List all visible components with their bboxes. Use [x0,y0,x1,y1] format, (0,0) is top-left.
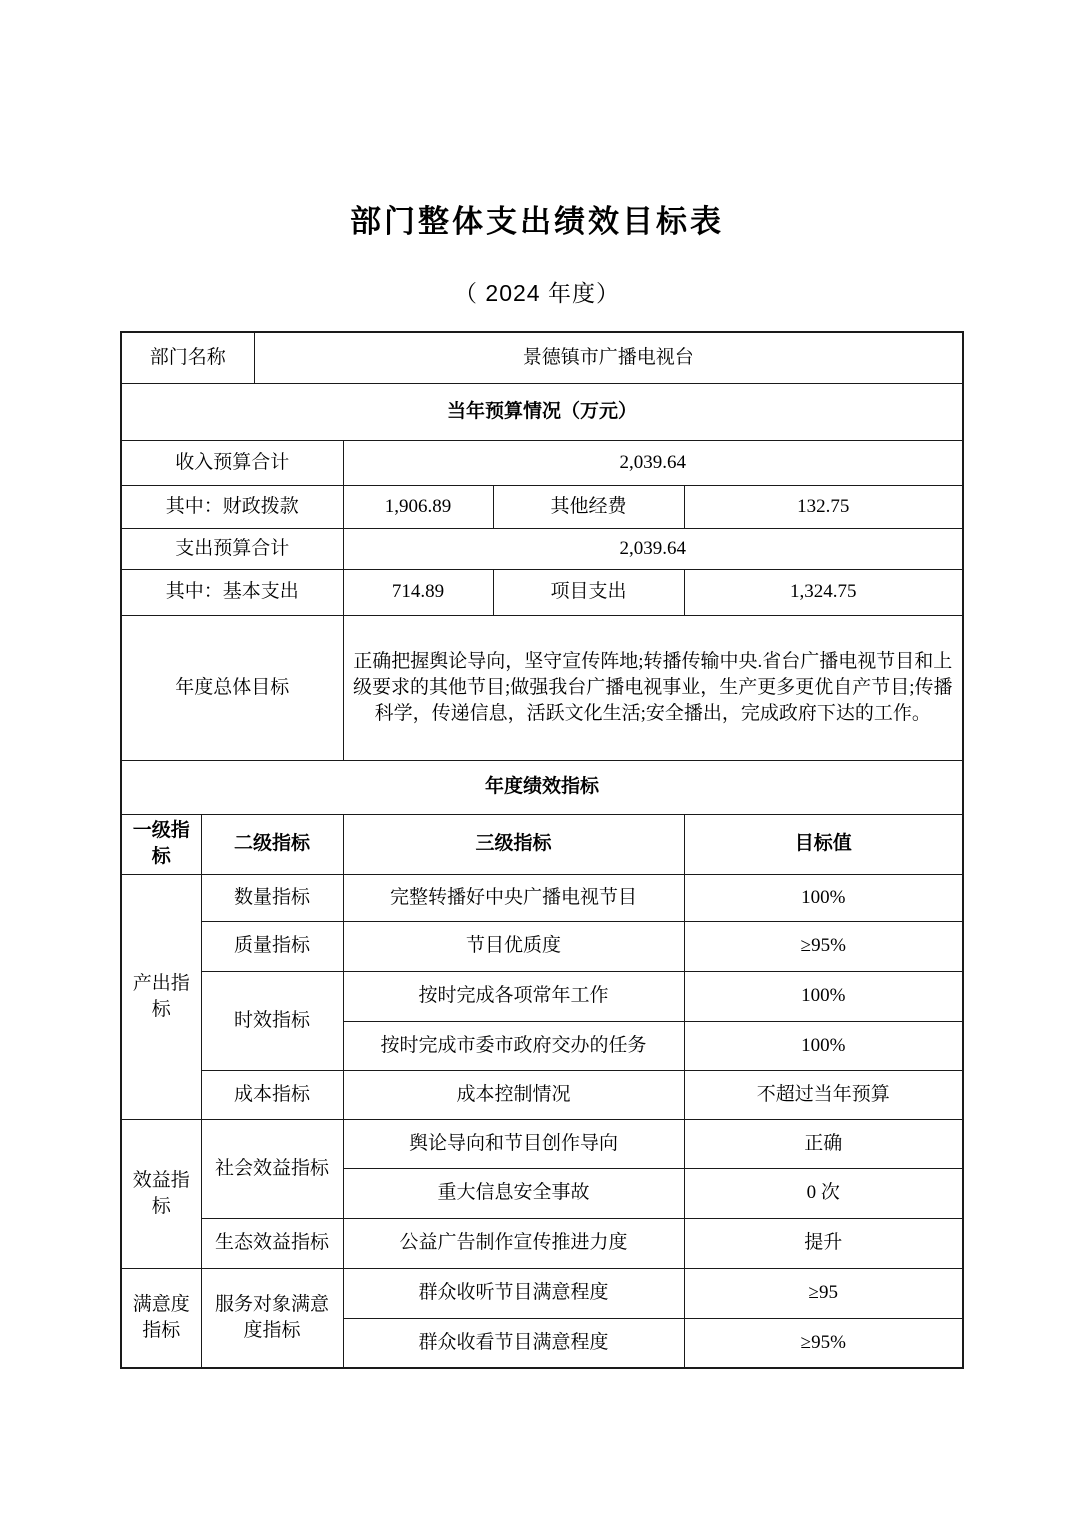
table-row [121,615,963,760]
table-row [121,971,963,1021]
indicator-level3-cell: 公益广告制作宣传推进力度 [343,1218,684,1268]
expense-total-label: 支出预算合计 [121,528,343,569]
table-row [121,921,963,971]
indicator-target-cell: 0 次 [684,1168,963,1218]
indicator-level2-cell: 社会效益指标 [201,1119,343,1218]
table-row [121,332,963,383]
basic-expense-value: 714.89 [343,569,493,615]
indicator-level3-cell: 重大信息安全事故 [343,1168,684,1218]
indicator-level1-cell: 产出指标 [121,874,201,1119]
table-row [121,1218,963,1268]
indicator-target-cell: ≥95% [684,1318,963,1368]
indicator-level2-cell: 服务对象满意度指标 [201,1268,343,1368]
indicator-level1-cell: 满意度指标 [121,1268,201,1368]
table-row [121,1119,963,1168]
indicator-level3-cell: 节目优质度 [343,921,684,971]
annual-goal-label: 年度总体目标 [121,615,343,760]
table-row [121,1268,963,1318]
performance-target-table [120,331,964,1369]
indicator-level3-cell: 群众收听节目满意程度 [343,1268,684,1318]
expense-total-value: 2,039.64 [343,528,963,569]
indicator-target-cell: 100% [684,1021,963,1070]
table-row [121,760,963,814]
indicator-level1-cell: 效益指标 [121,1119,201,1268]
project-expense-label: 项目支出 [493,569,684,615]
other-funds-label: 其他经费 [493,485,684,528]
indicator-level3-cell: 舆论导向和节目创作导向 [343,1119,684,1168]
income-total-value: 2,039.64 [343,440,963,485]
dept-name-value: 景德镇市广播电视台 [254,332,963,383]
fiscal-value: 1,906.89 [343,485,493,528]
header-level3: 三级指标 [343,814,684,874]
fiscal-label: 其中：财政拨款 [121,485,343,528]
indicator-target-cell: 100% [684,971,963,1021]
table-row [121,569,963,615]
indicator-target-cell: 100% [684,874,963,921]
indicator-level3-cell: 群众收看节目满意程度 [343,1318,684,1368]
project-expense-value: 1,324.75 [684,569,963,615]
indicator-target-cell: 不超过当年预算 [684,1070,963,1119]
dept-name-label: 部门名称 [121,332,254,383]
header-level1: 一级指标 [121,814,201,874]
table-row [121,1070,963,1119]
budget-section-header: 当年预算情况（万元） [121,383,963,440]
page-subtitle: （ 2024 年度） [454,280,620,306]
header-level2: 二级指标 [201,814,343,874]
indicator-level2-cell: 时效指标 [201,971,343,1070]
page-title: 部门整体支出绩效目标表 [350,204,724,239]
indicator-level2-cell: 生态效益指标 [201,1218,343,1268]
annual-goal-text: 正确把握舆论导向，坚守宣传阵地;转播传输中央.省台广播电视节目和上级要求的其他节目;做强我台广播电视事业，生产更多更优自产节目;传播科学，传递信息，活跃文化生活;安全播出，完成政府下达的工作。 [343,615,963,760]
table-row [121,383,963,440]
header-target: 目标值 [684,814,963,874]
table-row [121,440,963,485]
indicator-target-cell: 提升 [684,1218,963,1268]
indicator-target-cell: 正确 [684,1119,963,1168]
indicator-target-cell: ≥95% [684,921,963,971]
table-row [121,485,963,528]
table-row [121,528,963,569]
indicator-level3-cell: 完整转播好中央广播电视节目 [343,874,684,921]
indicator-level3-cell: 按时完成市委市政府交办的任务 [343,1021,684,1070]
indicator-level2-cell: 成本指标 [201,1070,343,1119]
indicator-level2-cell: 数量指标 [201,874,343,921]
table-header-row [121,814,963,874]
income-total-label: 收入预算合计 [121,440,343,485]
indicators-section-header: 年度绩效指标 [121,760,963,814]
indicator-target-cell: ≥95 [684,1268,963,1318]
indicator-level3-cell: 成本控制情况 [343,1070,684,1119]
other-funds-value: 132.75 [684,485,963,528]
indicator-level2-cell: 质量指标 [201,921,343,971]
table-row [121,874,963,921]
basic-expense-label: 其中：基本支出 [121,569,343,615]
indicator-level3-cell: 按时完成各项常年工作 [343,971,684,1021]
